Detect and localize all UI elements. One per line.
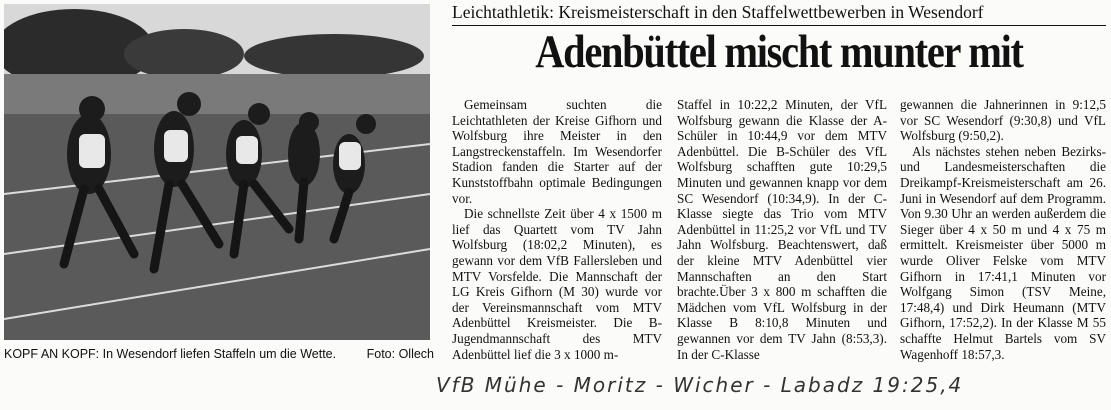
handwritten-note: VfB Mühe - Moritz - Wicher - Labadz 19:25,4 xyxy=(436,373,964,397)
paragraph: gewannen die Jahnerinnen in 9:12,5 vor SC Wesendorf (9:30,8) und VfL Wolfsburg (9:50,2). xyxy=(900,97,1106,144)
paragraph: Die schnellste Zeit über 4 x 1500 m lief das Quartett vom TV Jahn Wolfsburg (18:02,2 Minuten), es gewann vor dem VfB Fallersleben und MTV Vorsfelde. Die Mannschaft der LG Kreis Gifhorn (M 30) wurde vor der Vereinsmannschaft vom MTV Adenbüttel Kreismeister. Die B-Jugendmannschaft des MTV Adenbüttel lief die 3 x 1000 m- xyxy=(452,206,662,362)
article-kicker: Leichtathletik: Kreismeisterschaft in den Staffelwettbewerben in Wesendorf xyxy=(452,2,1106,26)
article-column-1 xyxy=(452,97,662,362)
paragraph: Staffel in 10:22,2 Minuten, der VfL Wolfsburg gewann die Klasse der A-Schüler in 10:44,9 vor dem MTV Adenbüttel. Die B-Schüler des VfL Wolfsburg schafften gute 10:29,5 Minuten und gewannen knapp vor dem SC Wesendorf (10:34,9). In der C-Klasse siegte das Trio vom MTV Adenbüttel in 11:25,2 vor VfL und TV Jahn Wolfsburg. Beachtenswert, daß der kleine MTV Adenbüttel vier Mannschaften an den Start brachte.Über 3 x 800 m schafften die Mädchen vom VfL Wolfsburg in der Klasse B 8:10,8 Minuten und gewannen vor dem TV Jahn (8:53,3). In der C-Klasse xyxy=(677,97,887,362)
race-photo xyxy=(4,4,430,340)
article-headline: Adenbüttel mischt munter mit xyxy=(535,26,1023,78)
photo-credit: Foto: Ollech xyxy=(366,347,434,361)
paragraph: Gemeinsam suchten die Leichtathleten der Kreise Gifhorn und Wolfsburg ihre Meister in den Langstreckenstaffeln. Im Wesendorfer Stadion fanden die Starter auf der Kunststoffbahn optimale Bedingungen vor. xyxy=(452,97,662,206)
runners-illustration xyxy=(4,4,430,340)
article-column-2 xyxy=(677,97,887,362)
caption-text: KOPF AN KOPF: In Wesendorf liefen Staffeln um die Wette. xyxy=(4,347,337,361)
photo-caption xyxy=(4,347,434,361)
paragraph: Als nächstes stehen neben Bezirks- und Landesmeisterschaften die Dreikampf-Kreismeisterschaft am 26. Juni in Wesendorf auf dem Programm. Von 9.30 Uhr an werden außerdem die Sieger über 4 x 50 m und 4 x 75 m ermittelt. Kreismeister über 5000 m wurde Oliver Felske vom MTV Gifhorn in 17:41,1 Minuten vor Wolfgang Simon (TSV Meine, 17:48,4) und Dirk Heumann (MTV Gifhorn, 17:52,2). In der Klasse M 55 schaffte Helmut Bartels vom SV Wagenhoff 18:57,3. xyxy=(900,143,1106,362)
article-column-3 xyxy=(900,97,1106,362)
